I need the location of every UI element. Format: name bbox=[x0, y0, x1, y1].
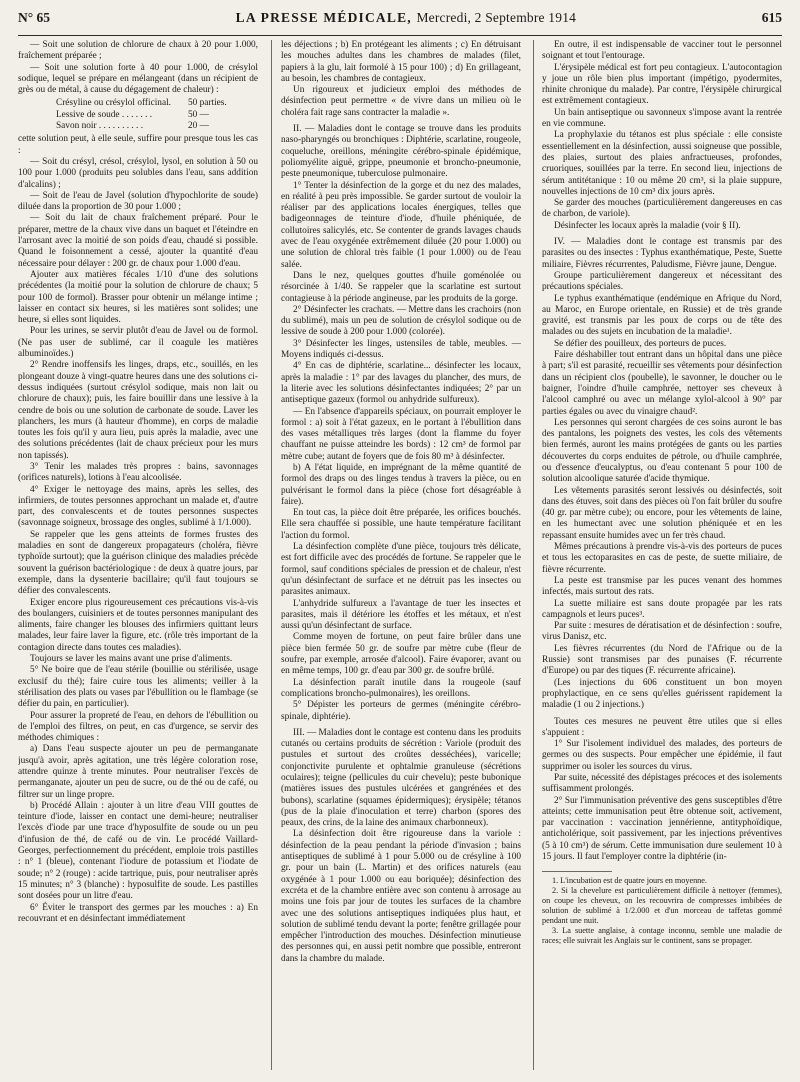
paragraph: Pour les urines, se servir plutôt d'eau de Javel ou de formol. (Ne pas user de sublimé, car il coagule les matières albuminoïdes.) bbox=[18, 326, 258, 360]
paragraph: — Soit du crésyl, crésol, crésylol, lysol, en solution à 50 ou 100 pour 1.000 (produits peu solubles dans l'eau, sans addition d'alcalins) ; bbox=[18, 156, 258, 190]
paragraph: Faire déshabiller tout entrant dans un hôpital dans une pièce à part; s'il est parasité, recueillir ses vêtements pour désinfection dans un récipient clos (poubelle), le savonner, le doucher ou le baigner, l'oindre d'huile camphrée, nettoyer ses cheveux à l'alcool camphré ou avec un mélange xylol-alcool à 90° par parties égales ou avec du vinaigre chaud². bbox=[542, 350, 782, 417]
paragraph: 5° Dépister les porteurs de germes (méningite cérébro-spinale, diphtérie). bbox=[281, 700, 521, 722]
paragraph: La désinfection doit être rigoureuse dans la variole : désinfection de la peau pendant la période d'invasion ; bains antiseptiques de sublimé à 1 pour 5.000 ou de crésyline à 100 gr. pour un bain (L. Martin) et des orifices naturels (eau oxygénée à 1 pour 1.000 ou eau boriquée); désinfection des excréta et de la chambre entière avec son contenu à arrosage au moins une fois par jour de toutes les surfaces de la chambre avec une des solutions antiseptiques indiquées plus haut, et solution de sublimé tendu devant la porte; fenêtre grillagée pour empêcher l'introduction des mouches. Désinfection minutieuse des personnes qui, en aussi petit nombre que possible, entreront dans la chambre du malade. bbox=[281, 829, 521, 964]
footnote-divider bbox=[542, 871, 612, 872]
paragraph: a) Dans l'eau suspecte ajouter un peu de permanganate jusqu'à avoir, après agitation, une très légère coloration rose, attendre quinze à trente minutes. Pour neutraliser l'excès de permanganate, ajouter un peu de sucre, ou de thé ou de café, ou filtrer sur un linge propre. bbox=[18, 744, 258, 800]
paragraph: — Soit une solution forte à 40 pour 1.000, de crésylol sodique, lequel se prépare en mélangeant (dans un récipient de grès ou de métal, à cause du dégagement de chaleur) : bbox=[18, 62, 258, 96]
paragraph: La peste est transmise par les puces venant des hommes infectés, mais surtout des rats. bbox=[542, 575, 782, 598]
paragraph: Un rigoureux et judicieux emploi des méthodes de désinfection peut permettre « de vivre dans un milieu où le choléra fait rage sans contracter la maladie ». bbox=[281, 85, 521, 118]
paragraph: Les personnes qui seront chargées de ces soins auront le bas des pantalons, les poignets des vestes, les cols des vêtements bien fermés, auront les mains protégées de gants ou les parties découvertes du corps enduites de pétrole, ou d'huile camphrée, ou d'essence d'eucalyptus, ou d'eau contenant 5 pour 100 de solution alcoolique saturée d'acide thymique. bbox=[542, 417, 782, 485]
journal-name: LA PRESSE MÉDICALE, bbox=[235, 10, 412, 25]
footnote: 2. Si la chevelure est particulièrement difficile à nettoyer (femmes), on coupe les cheveux, on les recouvrira de compresses imbibées de solution de sublimé à 1/2.000 et d'un morceau de taffetas gommé pendant une nuit. bbox=[542, 886, 782, 926]
column-divider bbox=[533, 40, 534, 1070]
paragraph: — En l'absence d'appareils spéciaux, on pourrait employer le formol : a) soit à l'état gazeux, en le portant à l'ébullition dans des vases métalliques très larges (dont la flamme du foyer chauffant ne puisse atteindre les bords) : 12 cm³ de formol par mètre cube; autant de foyers que de fois 80 m³ à désinfecter. bbox=[281, 406, 521, 462]
paragraph: Mêmes précautions à prendre vis-à-vis des porteurs de puces et tous les ectoparasites en cas de peste, de suette miliaire, de fièvre récurrente. bbox=[542, 542, 782, 575]
paragraph: Se rappeler que les gens atteints de formes frustes des maladies en sont de dangereux propagateurs (choléra, fièvre typhoïde surtout); que la guérison clinique des maladies précède souvent la guérison bactériologique : de deux à quatre jours, par exemple, dans la dysenterie bacillaire; qu'il faut toujours se défier des convalescents. bbox=[18, 529, 258, 597]
paragraph: Se défier des pouilleux, des porteurs de puces. bbox=[554, 338, 727, 349]
issue-number: N° 65 bbox=[18, 10, 51, 25]
paragraph: 5° Ne boire que de l'eau stérile (bouillie ou stérilisée, usage exclusif du thé); faire cuire tous les aliments; veiller à la stérilisation des plats ou vases par l'ébullition ou le flambage (se défier du pain, en particulier). bbox=[18, 665, 258, 710]
page-header bbox=[18, 10, 782, 36]
paragraph: Pour assurer la propreté de l'eau, en dehors de l'ébullition ou de l'emploi des filtres, on peut, en cas d'urgence, se servir des méthodes chimiques : bbox=[18, 710, 258, 744]
paragraph: Désinfecter les locaux après la maladie (voir § II). bbox=[554, 220, 741, 231]
paragraph: 3° Désinfecter les linges, ustensiles de table, meubles. — Moyens indiqués ci-dessus. bbox=[281, 338, 521, 361]
paragraph: Le typhus exanthématique (endémique en Afrique du Nord, au Maroc, en Europe orientale, en Russie) et de très grande gravité, est transmis par les poux de corps ou de tête des malades ou des sujets en incubation de la maladie¹. bbox=[542, 293, 782, 338]
section-heading-IV: IV. — Maladies dont le contage est transmis par des parasites ou des insectes : Typhus exanthématique, Peste, Suette miliaire, Fièvres récurrentes, Paludisme, Fièvre jaune, Dengue. bbox=[542, 237, 782, 270]
paragraph: Par suite : mesures de dératisation et de désinfection : soufre, virus Danisz, etc. bbox=[542, 621, 782, 643]
section-heading-III: III. — Maladies dont le contage est contenu dans les produits cutanés ou certains produits de sécrétion : Variole (produit des pustules et surtout des croûtes desséchées), varicelle; conjonctivite purulente et ophtalmie granuleuse (sécrétions oculaires); teigne (pellicules du cuir chevelu); peste bubonique (matières issues des pustules ulcérées et gangrénées et des bubons), scarlatine (squames épidermiques); érysipèle; tétanos (pus de la plaie d'inoculation et terre) charbon (spores des peaux, des crins, de la laine des animaux charbonneux). bbox=[281, 727, 521, 829]
paragraph: En tout cas, la pièce doit être préparée, les orifices bouchés. Elle sera chauffée si possible, une haute température facilitant l'action du formol. bbox=[281, 508, 521, 541]
paragraph: Groupe particulièrement dangereux et nécessitant des précautions spéciales. bbox=[542, 270, 782, 293]
paragraph: 2° Rendre inoffensifs les linges, draps, etc., souillés, en les plongeant douze à vingt-quatre heures dans une des solutions ci-dessus indiquées (surtout crésylol sodique, mais non lait ou chlorure de chaux); puis, les faire bouillir dans une lessive à la cendre de bois ou une solution de carbonate de soude. Laver les planchers, les murs (à hauteur d'homme), en corps de maladie toutes les fois qu'il y aura lieu, puis après la maladie, avec une des solutions précédentes (lait de chaux précieux pour les murs non tapissés). bbox=[18, 360, 258, 461]
recipe-row bbox=[18, 121, 258, 132]
recipe-table bbox=[18, 98, 258, 132]
paragraph: b) A l'état liquide, en imprégnant de la même quantité de formol des draps ou des linges tendus à travers la pièce, ou en pulvérisant le formol dans la pièce (chose fort désagréable à faire). bbox=[281, 462, 521, 507]
paragraph: La prophylaxie du tétanos est plus spéciale : elle consiste essentiellement en la désinfection, aussi soigneuse que possible, des plaies, surtout des plaies anfractueuses, profondes, cruoriques, souillées par la terre. En second lieu, injections de sérum antitétanique : 10 ou même 20 cm³, si la plaie suppure, nouvelles injections de 10 cm³ dix jours après. bbox=[542, 130, 782, 197]
paragraph: Exiger encore plus rigoureusement ces précautions vis-à-vis des boulangers, cuisiniers et de toutes personnes manipulant des aliments, faire changer les blouses des infirmiers quittant leurs malades, leur faire laver la figure, etc. (rôle très important de la contagion directe dans toutes ces maladies). bbox=[18, 597, 258, 653]
paragraph: Toujours se laver les mains avant une prise d'aliments. bbox=[30, 654, 233, 665]
paragraph: 4° Exiger le nettoyage des mains, après les selles, des infirmiers, de toutes personnes approchant un malade et, d'autre part, des convalescents et de toutes personnes suspectes (savonnage soigneux, brossage des ongles, sublimé à 1/1.000). bbox=[18, 484, 258, 529]
paragraph: Un bain antiseptique ou savonneux s'impose avant la rentrée en vie commune. bbox=[542, 107, 782, 130]
recipe-quantity: 50 parties. bbox=[188, 98, 227, 109]
recipe-ingredient: Savon noir . . . . . . . . . . bbox=[56, 121, 144, 132]
paragraph: 2° Désinfecter les crachats. — Mettre dans les crachoirs (non du sublimé), mais un peu de solution de crésylol sodique ou de lessive de soude à 200 pour 1.000 (colorée). bbox=[281, 304, 521, 338]
paragraph: L'anhydride sulfureux a l'avantage de tuer les insectes et parasites, mais il détériore les étoffes et les métaux, et n'est aussi qu'un désinfectant de surface. bbox=[281, 598, 521, 632]
recipe-ingredient: Crésyline ou crésylol officinal. bbox=[56, 98, 171, 109]
paragraph: les déjections ; b) En protégeant les aliments ; c) En détruisant les mouches adultes dans les chambres de malades (filet, papiers à la glu, lait formolé à 15 pour 100) ; d) En grillageant, au besoin, les chambres de contagieux. bbox=[281, 40, 521, 84]
paragraph: Se garder des mouches (particulièrement dangereuses en cas de charbon, de variole). bbox=[542, 198, 782, 220]
page-number: 615 bbox=[761, 10, 782, 25]
paragraph: Les vêtements parasités seront lessivés ou désinfectés, soit dans des étuves, soit dans des pièces où l'on fait brûler du soufre (40 gr. par mètre cube); ou encore, pour les vêtements de laine, en les humectant avec une solution phéniquée et en les repassant ensuite humides avec un fer très chaud. bbox=[542, 485, 782, 541]
paragraph: La désinfection complète d'une pièce, toujours très délicate, est fort difficile avec des procédés de fortune. Se rappeler que le formol, sauf conditions spéciales de pression et de chaleur, n'est qu'un désinfectant de surface et ne détruit pas les insectes ou parasites animaux. bbox=[281, 542, 521, 598]
paragraph: Dans le nez, quelques gouttes d'huile goménolée ou résorcinée à 1/40. Se rappeler que la scarlatine est surtout contagieuse à la période angineuse, par les produits de la gorge. bbox=[281, 270, 521, 304]
recipe-quantity: 50 — bbox=[188, 109, 209, 120]
column-left bbox=[18, 40, 258, 1070]
paragraph: La suette miliaire est sans doute propagée par les rats campagnols et leurs puces³. bbox=[542, 598, 782, 620]
issue-date: Mercredi, 2 Septembre 1914 bbox=[416, 10, 577, 25]
recipe-row bbox=[18, 98, 258, 109]
paragraph: Comme moyen de fortune, on peut faire brûler dans une pièce bien fermée 50 gr. de soufre par mètre cube (fleur de soufre, par exemple, arrosée d'alcool). Faire évaporer, avant ou en même temps, 100 gr. d'eau par 300 gr. de soufre brûlé. bbox=[281, 632, 521, 677]
paragraph: cette solution peut, à elle seule, suffire pour presque tous les cas : bbox=[18, 134, 258, 156]
footnote: 1. L'incubation est de quatre jours en moyenne. bbox=[552, 876, 707, 886]
paragraph: 1° Tenter la désinfection de la gorge et du nez des malades, en réalité à peu près impossible. Se garder surtout de vouloir la réaliser par des applications locales énergiques, telles que badigeonnages de teinture d'iode, d'huile phéniquée, de collutoires salicylés, etc. Se contenter de grands lavages chauds avec de l'eau oxygénée extrêmement diluée (20 pour 1.000) ou une solution de chloral très faible (1 pour 1.000) ou de l'eau salée. bbox=[281, 180, 521, 270]
paragraph: — Soit une solution de chlorure de chaux à 20 pour 1.000, fraîchement préparée ; bbox=[18, 40, 258, 62]
column-middle bbox=[281, 40, 521, 1070]
paragraph: Ajouter aux matières fécales 1/10 d'une des solutions précédentes (la moitié pour la solution de chlorure de chaux; 5 pour 100 de formol). Brasser pour obtenir un mélange intime ; laisser en contact six heures, si les matières sont solides; une heure, si elles sont liquides. bbox=[18, 269, 258, 326]
paragraph: 2° Sur l'immunisation préventive des gens susceptibles d'être atteints; cette immunisation peut être obtenue soit, activement, par vaccination : vaccination jennérienne, antityphoïdique, anticholérique, soit passivement, par les injections préventives (5 à 10 cm³) de sérum. Cette immunisation dure seulement 10 à 15 jours. Il faut l'employer contre la diphtérie (in- bbox=[542, 795, 782, 863]
paragraph: Les fièvres récurrentes (du Nord de l'Afrique ou de la Russie) sont transmises par des punaises (F. récurrente d'Europe) ou par des tiques (F. récurrente africaine). bbox=[542, 643, 782, 677]
paragraph: 6° Éviter le transport des germes par les mouches : a) En recouvrant et en désinfectant immédiatement bbox=[18, 902, 258, 924]
footnote: 3. La suette anglaise, à contage inconnu, semble une maladie de races; elle suivrait les Anglais sur le continent, sans se propager. bbox=[542, 926, 782, 946]
paragraph: — Soit du lait de chaux fraîchement préparé. Pour le préparer, mettre de la chaux vive dans un baquet et l'éteindre en l'arrosant avec la moitié de son poids d'eau, chaudé si possible. Quand le foisonnement a cessé, ajouter la quantité d'eau nécessaire pour délayer : 200 gr. de chaux pour 1.000 d'eau. bbox=[18, 213, 258, 269]
paragraph: L'érysipèle médical est fort peu contagieux. L'autocontagion y joue un rôle bien plus important (impétigo, pyodermites, rhinite chronique du malade). Par contre, l'érysipèle chirurgical est extrêmement contagieux. bbox=[542, 62, 782, 107]
section-heading-II: II. — Maladies dont le contage se trouve dans les produits naso-pharyngés ou bronchiques : Diphtérie, scarlatine, rougeole, coqueluche, oreillons, méningite cérébro-spinale épidémique, poliomyélite aiguë, grippe, pneumonie et broncho-pneumonie, peste pneumonique, tuberculose pulmonaire. bbox=[281, 124, 521, 180]
paragraph: — Soit de l'eau de Javel (solution d'hypochlorite de soude) diluée dans la proportion de 30 pour 1.000 ; bbox=[18, 190, 258, 213]
paragraph: La désinfection paraît inutile dans la rougeole (sauf complications broncho-pulmonaires), les oreillons. bbox=[281, 677, 521, 699]
paragraph: (Les injections du 606 constituent un bon moyen prophylactique, en ce sens qu'elles guérissent rapidement la maladie (1 ou 2 injections.) bbox=[542, 677, 782, 711]
journal-title bbox=[236, 10, 576, 26]
paragraph: Par suite, nécessité des dépistages précoces et des isolements suffisamment prolongés. bbox=[542, 773, 782, 795]
column-right bbox=[542, 40, 782, 1070]
paragraph: 4° En cas de diphtérie, scarlatine... désinfecter les locaux, après la maladie : 1° par des lavages du plancher, des murs, de la literie avec les solutions désinfectantes indiquées; 2° par un antiseptique gazeux (formol ou anhydride sulfureux). bbox=[281, 361, 521, 406]
recipe-quantity: 20 — bbox=[188, 121, 209, 132]
recipe-ingredient: Lessive de soude . . . . . . . bbox=[56, 109, 153, 120]
column-divider bbox=[271, 40, 272, 1070]
paragraph: 3° Tenir les malades très propres : bains, savonnages (orifices naturels), lotions à l'eau alcoolisée. bbox=[18, 461, 258, 484]
paragraph: b) Procédé Allain : ajouter à un litre d'eau VIII gouttes de teinture d'iode, laisser en contact une demi-heure; neutraliser l'excès d'iode par une trace d'hyposulfite de soude ou un peu d'infusion de thé, de café ou de vin. Le procédé Vaillard-Georges, perfectionnement du précédent, emploie trois pastilles : n° 1 (bleue), contenant l'iodure de potassium et l'iodate de soude; n° 2 (rouge) : acide tartrique, puis, pour neutraliser après 15 minutes; n° 3 (blanche) : hyposulfite de soude. Les pastilles sont dosées pour un litre d'eau. bbox=[18, 800, 258, 902]
paragraph: Toutes ces mesures ne peuvent être utiles que si elles s'appuient : bbox=[542, 716, 782, 738]
paragraph: En outre, il est indispensable de vacciner tout le personnel soignant et tout l'entourage. bbox=[542, 40, 782, 62]
recipe-row bbox=[18, 110, 258, 121]
paragraph: 1° Sur l'isolement individuel des malades, des porteurs de germes ou des suspects. Pour empêcher une épidémie, il faut supprimer ou isoler les sources du virus. bbox=[542, 739, 782, 772]
